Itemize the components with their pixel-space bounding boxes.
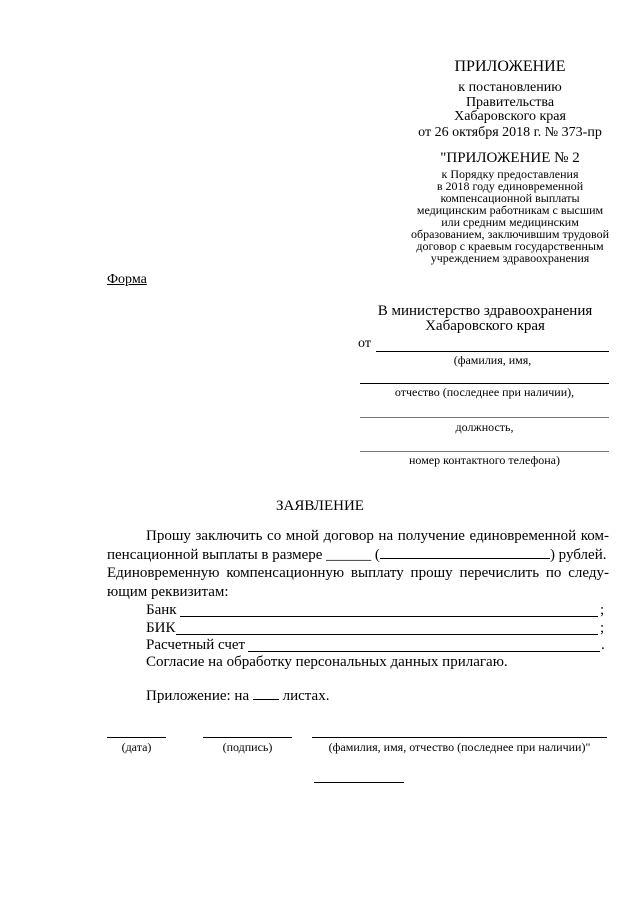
- attachment-suffix: листах.: [282, 688, 330, 704]
- date-caption: (дата): [121, 740, 152, 754]
- signature-caption: (подпись): [222, 740, 273, 754]
- paragraph-line-1: Прошу заключить со мной договор на получение единовременной ком-: [146, 528, 609, 544]
- fullname-caption: (фамилия, имя, отчество (последнее при наличии)": [328, 740, 591, 754]
- appendix2-line: образованием, заключившим трудовой: [410, 227, 610, 241]
- closing-separator: [314, 782, 404, 783]
- bik-semicolon: ;: [600, 620, 605, 636]
- bik-label: БИК: [146, 620, 176, 636]
- appendix2-line: компенсационной выплаты: [440, 191, 580, 205]
- appendix2-line: учреждением здравоохранения: [430, 251, 590, 265]
- amount-suffix: ) рублей.: [549, 547, 607, 563]
- appendix-government-line: Правительства: [465, 95, 555, 110]
- appendix2-line: к Порядку предоставления: [441, 167, 579, 181]
- amount-words-field[interactable]: [380, 546, 550, 559]
- account-field-line[interactable]: [248, 651, 600, 652]
- bank-label: Банк: [146, 602, 177, 618]
- signature-field-line[interactable]: [203, 737, 292, 738]
- patronymic-field-line[interactable]: [360, 383, 609, 384]
- bank-field-line[interactable]: [180, 616, 598, 617]
- attachment-text: [146, 687, 329, 705]
- appendix-title: ПРИЛОЖЕНИЕ: [454, 58, 566, 75]
- paragraph-line-3: Единовременную компенсационную выплату прошу перечислить по следу-: [107, 565, 609, 581]
- appendix2-line: в 2018 году единовременной: [436, 179, 584, 193]
- appendix-decree-line: к постановлению: [458, 80, 562, 95]
- patronymic-caption: отчество (последнее при наличии),: [394, 385, 575, 399]
- appendix2-line: или средним медицинским: [441, 215, 579, 229]
- date-field-line[interactable]: [107, 737, 166, 738]
- appendix2-text: [380, 168, 640, 264]
- appendix-date-line: от 26 октября 2018 г. № 373-пр: [418, 125, 602, 140]
- sheet-count-field[interactable]: [253, 687, 279, 700]
- position-field-line[interactable]: [360, 417, 609, 418]
- bik-field-line[interactable]: [176, 634, 598, 635]
- paragraph-line-2: [107, 546, 606, 564]
- paragraph-line-4: ющим реквизитам:: [107, 584, 229, 600]
- account-label: Расчетный счет: [146, 637, 246, 653]
- account-period: .: [601, 637, 605, 653]
- name-field-line[interactable]: [376, 351, 609, 352]
- attachment-prefix: Приложение: на: [146, 688, 250, 704]
- bank-semicolon: ;: [600, 602, 605, 618]
- appendix2-line: договор с краевым государственным: [416, 239, 604, 253]
- appendix2-line: медицинским работникам с высшим: [416, 203, 604, 217]
- document-heading: ЗАЯВЛЕНИЕ: [276, 498, 364, 514]
- amount-prefix: пенсационной выплаты в размере ______ (: [107, 547, 380, 563]
- appendix2-title: "ПРИЛОЖЕНИЕ № 2: [440, 150, 580, 166]
- from-label: от: [358, 336, 371, 351]
- addressee-region: Хабаровского края: [425, 318, 545, 334]
- addressee-ministry: В министерство здравоохранения: [377, 303, 593, 319]
- position-caption: должность,: [455, 420, 514, 434]
- name-caption: (фамилия, имя,: [453, 353, 532, 367]
- form-label: Форма: [107, 272, 147, 287]
- phone-field-line[interactable]: [360, 451, 609, 452]
- appendix-region-line: Хабаровского края: [454, 109, 566, 124]
- consent-text: Согласие на обработку персональных данных прилагаю.: [146, 654, 508, 670]
- fullname-field-line[interactable]: [312, 737, 607, 738]
- phone-caption: номер контактного телефона): [409, 453, 560, 467]
